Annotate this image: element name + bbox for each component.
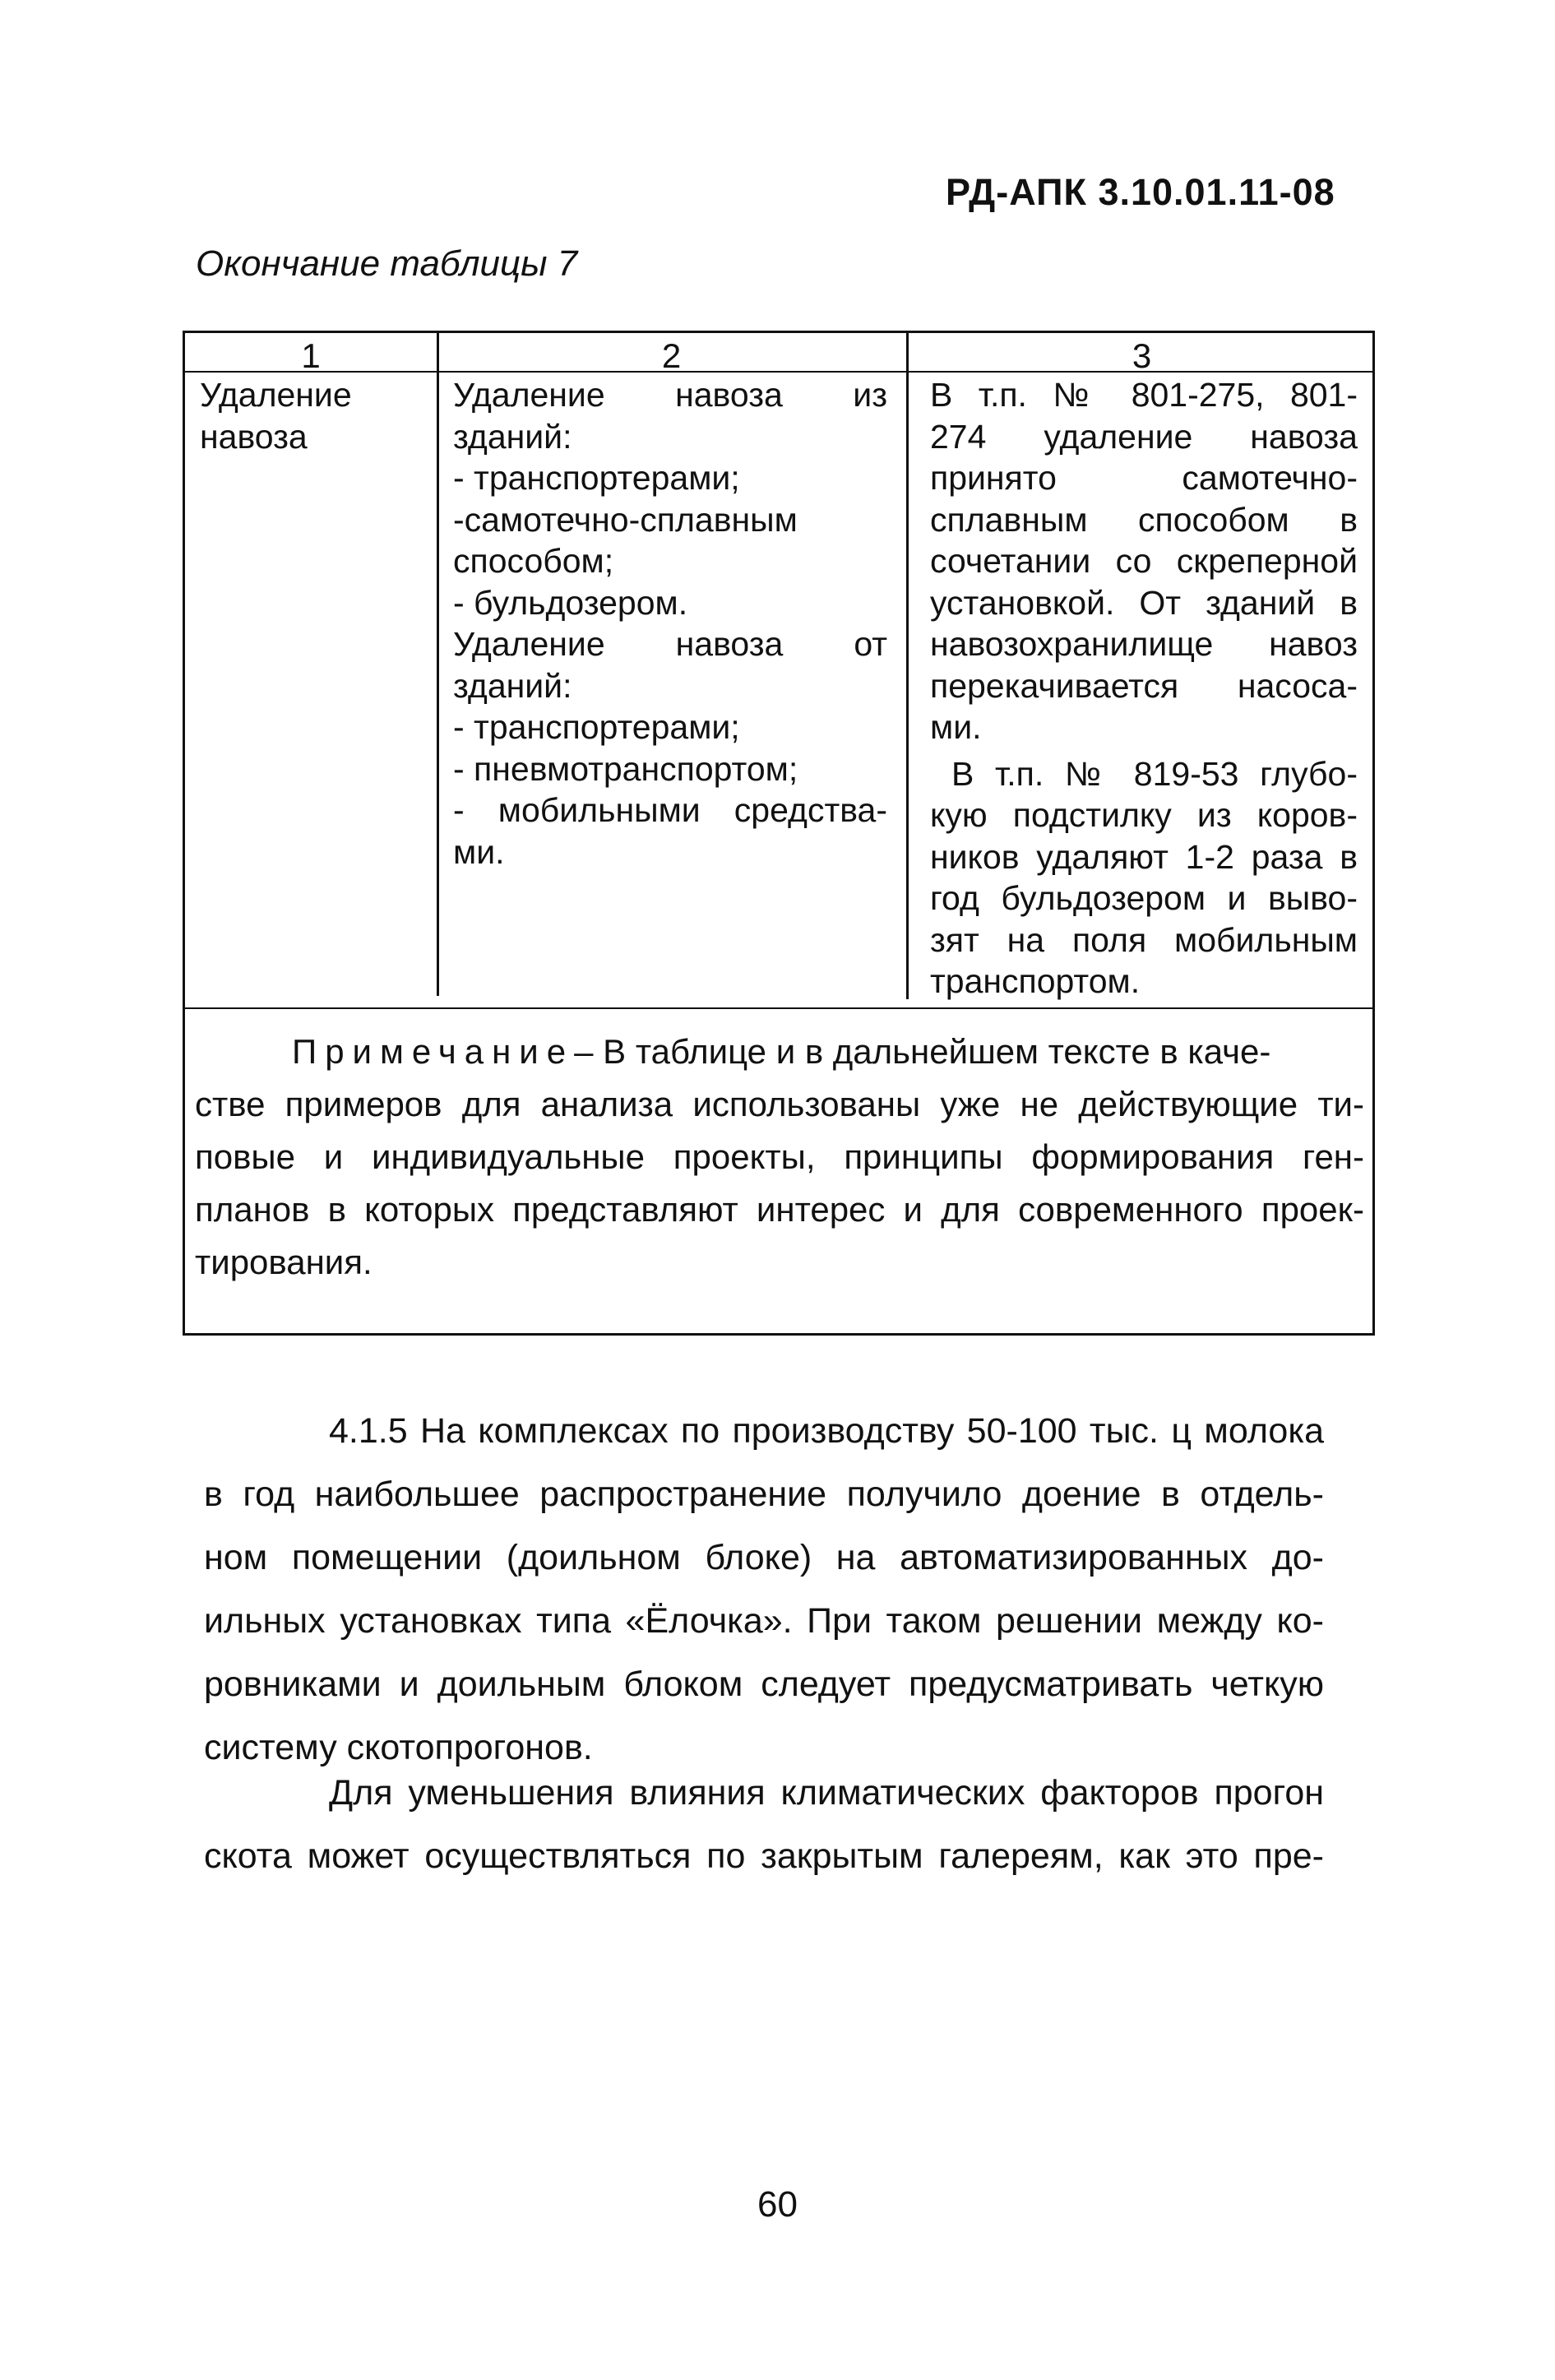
cell-line: Удаление навоза от xyxy=(453,625,887,663)
cell-line: - мобильными средства- xyxy=(453,791,887,829)
cell-line: - транспортерами; xyxy=(453,459,740,497)
note-label: Примечание xyxy=(292,1032,575,1071)
cell-line: навоза xyxy=(200,417,308,456)
note-line xyxy=(195,1026,1364,1078)
cell-line: - транспортерами; xyxy=(453,708,740,746)
table-caption: Окончание таблицы 7 xyxy=(196,243,578,284)
cell-line: -самотечно-сплавным xyxy=(453,500,798,539)
column-header-3: 3 xyxy=(1132,336,1152,375)
paragraph-line: Для уменьшения влияния климатических факторов прогон xyxy=(329,1773,1324,1813)
cell-line: В т.п. № 801-275, 801- xyxy=(930,376,1358,414)
paragraph-line: в год наибольшее распространение получило доение в отдель- xyxy=(204,1475,1324,1514)
column-divider-1 xyxy=(437,333,439,996)
table-7-continuation xyxy=(183,331,1375,1336)
cell-line: кую подстилку из коров- xyxy=(930,796,1358,834)
cell-line: 274 удаление навоза xyxy=(930,417,1358,456)
column-divider-2 xyxy=(906,333,909,999)
note-line: планов в которых представляют интерес и для современного проек- xyxy=(195,1190,1364,1229)
paragraph-4-1-5 xyxy=(204,1400,1324,1780)
page-number: 60 xyxy=(757,2184,798,2225)
cell-line: Удаление xyxy=(200,376,352,414)
cell-line: - пневмотранспортом; xyxy=(453,749,798,788)
cell-line: способом; xyxy=(453,542,614,580)
cell-line: сплавным способом в xyxy=(930,500,1358,539)
table-note xyxy=(195,1026,1364,1289)
cell-line: ми. xyxy=(453,832,505,871)
cell-line: ников удаляют 1-2 раза в xyxy=(930,837,1358,876)
note-line: тирования. xyxy=(195,1243,373,1281)
cell-line: год бульдозером и выво- xyxy=(930,879,1358,917)
cell-line: ми. xyxy=(930,708,982,746)
column-header-2: 2 xyxy=(661,336,682,375)
paragraph-line: скота может осуществляться по закрытым галереям, как это пре- xyxy=(204,1836,1324,1876)
document-code: РД-АПК 3.10.01.11-08 xyxy=(946,171,1335,213)
paragraph-galleries xyxy=(204,1762,1324,1888)
note-line: стве примеров для анализа использованы уже не действующие ти- xyxy=(195,1085,1364,1123)
table-cell-methods xyxy=(453,374,887,873)
paragraph-line: 4.1.5 На комплексах по производству 50-100 тыс. ц молока xyxy=(329,1411,1324,1451)
cell-line: зят на поля мобильным xyxy=(930,920,1358,959)
cell-line: зданий: xyxy=(453,417,572,456)
paragraph-line: систему скотопрогонов. xyxy=(204,1728,593,1767)
cell-line: сочетании со скреперной xyxy=(930,542,1358,580)
cell-line: принято самотечно- xyxy=(930,459,1358,497)
cell-line: зданий: xyxy=(453,666,572,705)
cell-line: транспортом. xyxy=(930,962,1141,1000)
paragraph-line: ильных установках типа «Ёлочка». При таком решении между ко- xyxy=(204,1601,1324,1641)
paragraph-line: ровниками и доильным блоком следует предусматривать четкую xyxy=(204,1665,1324,1704)
cell-line: перекачивается насоса- xyxy=(930,666,1358,705)
note-divider xyxy=(185,1007,1372,1009)
cell-line: навозохранилище навоз xyxy=(930,625,1358,663)
column-header-1: 1 xyxy=(301,336,321,375)
table-cell-examples xyxy=(930,374,1358,1002)
cell-line: - бульдозером. xyxy=(453,583,688,622)
cell-line: установкой. От зданий в xyxy=(930,583,1358,622)
note-line: повые и индивидуальные проекты, принципы формирования ген- xyxy=(195,1137,1364,1176)
paragraph-line: ном помещении (доильном блоке) на автоматизированных до- xyxy=(204,1538,1324,1577)
table-cell-operation xyxy=(200,374,422,457)
cell-line: В т.п. № 819-53 глубо- xyxy=(951,754,1358,793)
cell-line: Удаление навоза из xyxy=(453,376,887,414)
note-text: – В таблице и в дальнейшем тексте в каче- xyxy=(574,1032,1271,1071)
